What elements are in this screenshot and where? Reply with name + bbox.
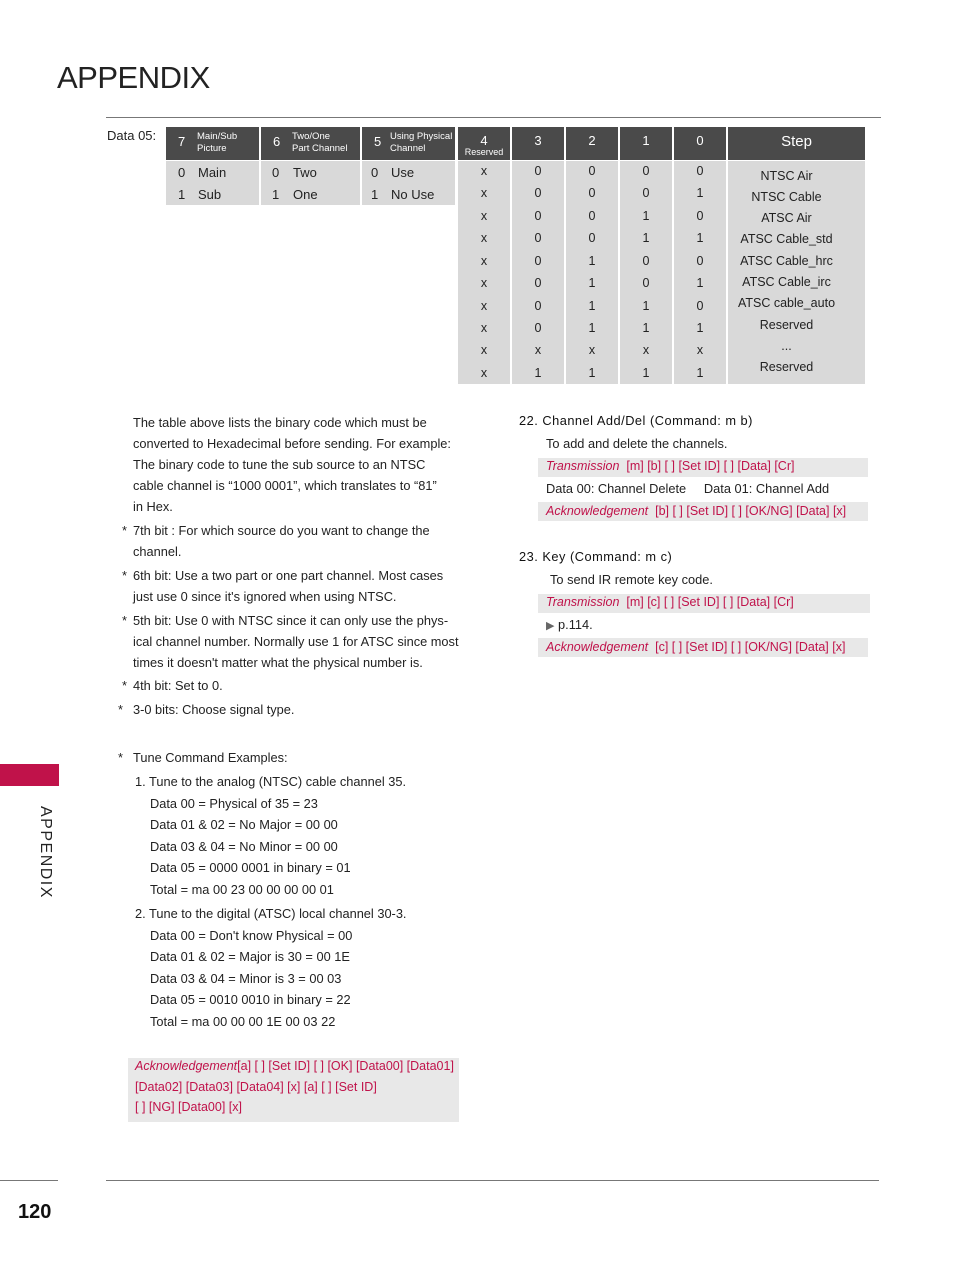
bullet-line: 5th bit: Use 0 with NTSC since it can only use the phys- <box>133 613 449 628</box>
bit0-cell: 1 <box>696 186 704 200</box>
section-23-ack <box>546 640 845 654</box>
bullet-line: channel. <box>133 544 182 559</box>
bit1-cell: x <box>642 343 650 357</box>
section-23-title: 23. Key (Command: m c) <box>519 549 673 564</box>
bit1-cell: 0 <box>642 254 650 268</box>
bullet-bit6 <box>133 565 473 607</box>
header-bit7-label2: Picture <box>197 143 227 154</box>
intro-line: in Hex. <box>133 499 173 514</box>
header-bit7-num: 7 <box>178 134 186 149</box>
bullet-star: * <box>122 613 127 628</box>
bit7-text: Sub <box>198 187 222 202</box>
bit3-cell: 1 <box>534 366 542 380</box>
bit4-cell: x <box>480 164 488 178</box>
ack-command: [b] [ ] [Set ID] [ ] [OK/NG] [Data] [x] <box>655 504 847 518</box>
bit5-value: 0 <box>371 165 379 180</box>
data05-label: Data 05: <box>107 128 157 143</box>
header-bit1-num: 1 <box>642 133 650 148</box>
bit3-cell: 0 <box>534 164 542 178</box>
bullet-star: * <box>118 702 123 717</box>
bit4-cell: x <box>480 366 488 380</box>
section-22-ack <box>546 504 846 518</box>
bit4-cell: x <box>480 343 488 357</box>
side-label: APPENDIX <box>37 806 54 899</box>
bit5-text: Use <box>391 165 415 180</box>
page-title: APPENDIX <box>57 60 210 95</box>
tx-command: [m] [b] [ ] [Set ID] [ ] [Data] [Cr] <box>626 459 795 473</box>
bullet-bit7 <box>133 520 473 562</box>
ack-line: [ ] [NG] [Data00] [x] <box>135 1100 242 1114</box>
bullet-line: 3-0 bits: Choose signal type. <box>133 702 295 717</box>
bullet-line: 7th bit : For which source do you want to change the <box>133 523 430 538</box>
header-bit5-num: 5 <box>374 134 382 149</box>
bit0-cell: 0 <box>696 299 704 313</box>
bit3-cell: 0 <box>534 231 542 245</box>
example-line: Data 03 & 04 = No Minor = 00 00 <box>150 838 338 854</box>
example-line: Data 05 = 0000 0001 in binary = 01 <box>150 860 351 876</box>
bit2-cell: 0 <box>588 231 596 245</box>
bullet-star: * <box>122 678 127 693</box>
header-bit4 <box>458 127 510 160</box>
bit4-cell: x <box>480 254 488 268</box>
bit6-value: 0 <box>272 165 280 180</box>
example-2 <box>135 903 407 1033</box>
footer-divider <box>106 1180 879 1181</box>
ack-label: Acknowledgement <box>546 504 649 518</box>
bit2-cell: 1 <box>588 254 596 268</box>
bit3-cell: 0 <box>534 299 542 313</box>
example-line: Total = ma 00 00 00 1E 00 03 22 <box>150 1013 336 1029</box>
bit7-value: 0 <box>178 165 186 180</box>
bit4-cell: x <box>480 321 488 335</box>
bit2-cell: 1 <box>588 366 596 380</box>
section-22-desc: To add and delete the channels. <box>546 436 728 451</box>
bit2-cell: 0 <box>588 209 596 223</box>
section-22-data: Data 00: Channel Delete Data 01: Channel Add <box>546 481 830 496</box>
step-item: ATSC Air <box>761 211 812 225</box>
section-22-title: 22. Channel Add/Del (Command: m b) <box>519 413 753 428</box>
example-line: 1. Tune to the analog (NTSC) cable channel 35. <box>135 774 407 789</box>
page-number: 120 <box>18 1201 52 1223</box>
example-line: Data 00 = Don't know Physical = 00 <box>150 927 353 943</box>
header-bit6-label2: Part Channel <box>292 143 348 154</box>
step-item: Reserved <box>759 360 814 374</box>
intro-paragraph <box>133 412 473 517</box>
example-1 <box>135 771 406 901</box>
bit3-cell: 0 <box>534 321 542 335</box>
bullet-star: * <box>122 523 127 538</box>
bit4-cell: x <box>480 276 488 290</box>
bit3-cell: 0 <box>534 209 542 223</box>
bit0-cell: 1 <box>696 231 704 245</box>
header-step: Step <box>728 127 865 160</box>
header-bit4-label: Reserved <box>464 147 504 157</box>
bit2-cell: 1 <box>588 299 596 313</box>
bit0-cell: 1 <box>696 276 704 290</box>
bit1-cell: 0 <box>642 186 650 200</box>
ref-text: p.114. <box>558 617 593 632</box>
examples-title: Tune Command Examples: <box>133 750 288 765</box>
bit7-text: Main <box>198 165 227 180</box>
header-bit6-label <box>292 131 347 155</box>
header-bit5-label1: Using Physical <box>390 131 453 142</box>
bit0-cell: 0 <box>696 164 704 178</box>
header-bit5-label <box>390 131 452 155</box>
examples-star: * <box>118 750 123 765</box>
bullet-line: 4th bit: Set to 0. <box>133 678 223 693</box>
example-line: Total = ma 00 23 00 00 00 00 01 <box>150 881 334 897</box>
bit0-cell: 1 <box>696 321 704 335</box>
ack-line: [Data02] [Data03] [Data04] [x] [a] [ ] [Set ID] <box>135 1079 377 1094</box>
ack-line-1 <box>135 1056 460 1077</box>
bit4-cell: x <box>480 299 488 313</box>
bit5-value: 1 <box>371 187 379 202</box>
side-tab-marker <box>0 764 59 786</box>
bit1-cell: 1 <box>642 231 650 245</box>
bit6-value: 1 <box>272 187 280 202</box>
section-23-ref <box>546 614 593 637</box>
section-23-desc: To send IR remote key code. <box>550 572 713 587</box>
header-bit7-label1: Main/Sub <box>197 131 238 142</box>
bit1-cell: 0 <box>642 164 650 178</box>
bit6-text: One <box>293 187 318 202</box>
header-bit2 <box>566 127 618 160</box>
bullet-bit3-0 <box>133 699 294 720</box>
tx-command: [m] [c] [ ] [Set ID] [ ] [Data] [Cr] <box>626 595 794 609</box>
step-item: NTSC Cable <box>751 190 822 204</box>
section-22-tx <box>546 459 794 473</box>
ack-label: Acknowledgement <box>135 1059 238 1073</box>
bit4-cell: x <box>480 209 488 223</box>
bit0-cell: x <box>696 343 704 357</box>
header-bit5-label2: Channel <box>390 143 426 154</box>
bullet-line: just use 0 since it's ignored when using NTSC. <box>133 589 397 604</box>
intro-line: cable channel is “1000 0001”, which translates to “81” <box>133 478 437 493</box>
bit5-text: No Use <box>391 187 435 202</box>
header-bit0-num: 0 <box>696 133 704 148</box>
bullet-line: ical channel number. Normally use 1 for ATSC since most <box>133 634 459 649</box>
bullet-bit5 <box>133 610 478 673</box>
example-line: Data 01 & 02 = Major is 30 = 00 1E <box>150 949 350 965</box>
example-line: Data 03 & 04 = Minor is 3 = 00 03 <box>150 970 342 986</box>
bit1-cell: 1 <box>642 321 650 335</box>
tx-label: Transmission <box>546 459 620 473</box>
header-bit5 <box>362 127 455 160</box>
bit0-cell: 0 <box>696 209 704 223</box>
arrow-right-icon: ▶ <box>546 620 555 632</box>
bit1-cell: 1 <box>642 299 650 313</box>
footer-divider-left <box>0 1180 58 1181</box>
bit1-cell: 1 <box>642 366 650 380</box>
ack-label: Acknowledgement <box>546 640 649 654</box>
bit0-cell: 1 <box>696 366 704 380</box>
header-bit2-num: 2 <box>588 133 596 148</box>
bit3-cell: 0 <box>534 254 542 268</box>
header-bit4-num: 4 <box>480 133 488 148</box>
header-bit1 <box>620 127 672 160</box>
bit3-cell: 0 <box>534 276 542 290</box>
step-item: ... <box>781 339 792 353</box>
step-item: ATSC Cable_irc <box>742 275 831 289</box>
header-bit3-num: 3 <box>534 133 542 148</box>
header-bit7 <box>166 127 259 160</box>
section-23-tx <box>546 595 794 609</box>
ack-line: [a] [ ] [Set ID] [ ] [OK] [Data00] [Data01] <box>237 1059 454 1073</box>
top-divider <box>106 117 881 118</box>
bit0-cell: 0 <box>696 254 704 268</box>
bit2-cell: 0 <box>588 186 596 200</box>
bullet-bit4 <box>133 675 223 696</box>
intro-line: The binary code to tune the sub source to an NTSC <box>133 457 426 472</box>
step-item: ATSC Cable_std <box>740 232 833 246</box>
bit3-cell: 0 <box>534 186 542 200</box>
header-bit0 <box>674 127 726 160</box>
intro-line: The table above lists the binary code which must be <box>133 415 427 430</box>
bit4-cell: x <box>480 231 488 245</box>
header-bit6 <box>261 127 360 160</box>
bit2-cell: 0 <box>588 164 596 178</box>
ack-text <box>135 1056 460 1118</box>
bit7-value: 1 <box>178 187 186 202</box>
bullet-line: 6th bit: Use a two part or one part channel. Most cases <box>133 568 444 583</box>
step-item: ATSC cable_auto <box>737 296 836 310</box>
bit2-cell: 1 <box>588 276 596 290</box>
bit6-text: Two <box>293 165 317 180</box>
step-item: ATSC Cable_hrc <box>740 254 833 268</box>
header-bit3 <box>512 127 564 160</box>
intro-line: converted to Hexadecimal before sending. For example: <box>133 436 451 451</box>
bullet-star: * <box>122 568 127 583</box>
header-bit7-label <box>197 131 237 155</box>
bit3-cell: x <box>534 343 542 357</box>
bit2-cell: x <box>588 343 596 357</box>
bullet-line: times it doesn't matter what the physical number is. <box>133 655 423 670</box>
bit2-cell: 1 <box>588 321 596 335</box>
example-line: Data 00 = Physical of 35 = 23 <box>150 795 318 811</box>
bit1-cell: 1 <box>642 209 650 223</box>
header-bit6-label1: Two/One <box>292 131 331 142</box>
step-item: NTSC Air <box>760 169 813 183</box>
bit4-cell: x <box>480 186 488 200</box>
header-bit6-num: 6 <box>273 134 281 149</box>
ack-command: [c] [ ] [Set ID] [ ] [OK/NG] [Data] [x] <box>655 640 846 654</box>
step-item: Reserved <box>759 318 814 332</box>
bit1-cell: 0 <box>642 276 650 290</box>
example-line: Data 05 = 0010 0010 in binary = 22 <box>150 992 351 1008</box>
example-line: 2. Tune to the digital (ATSC) local channel 30-3. <box>135 906 407 921</box>
example-line: Data 01 & 02 = No Major = 00 00 <box>150 817 338 833</box>
tx-label: Transmission <box>546 595 620 609</box>
